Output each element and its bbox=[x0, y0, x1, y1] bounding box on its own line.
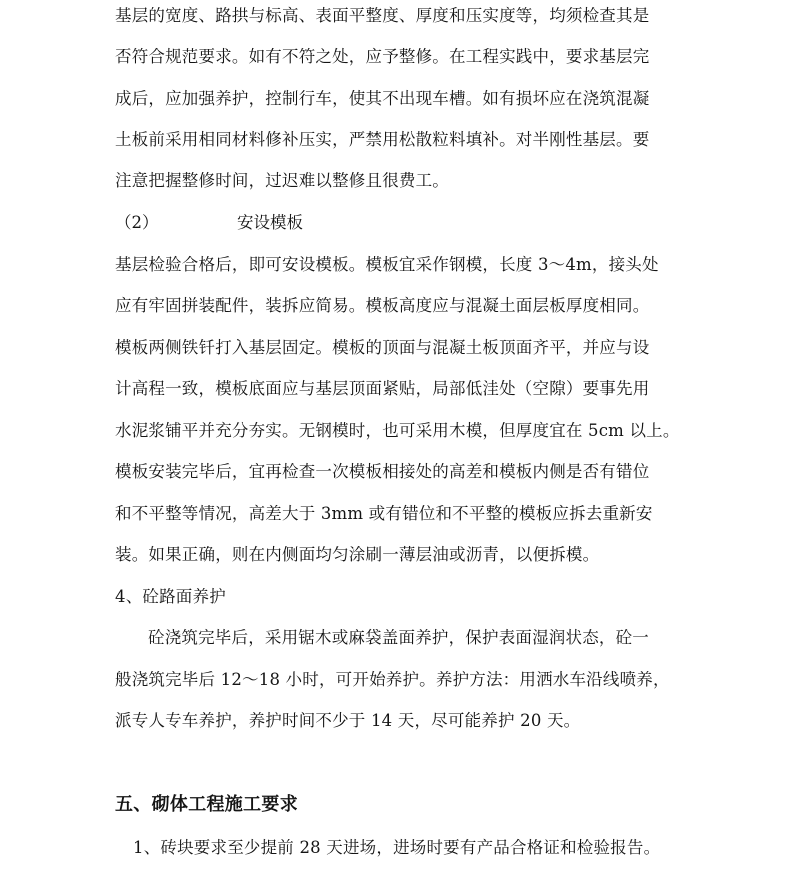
paragraph-line: 模板两侧铁钎打入基层固定。模板的顶面与混凝土板顶面齐平，并应与设 bbox=[115, 338, 650, 357]
paragraph-line: 基层检验合格后，即可安设模板。模板宜采作钢模，长度 3～4m，接头处 bbox=[115, 255, 659, 274]
paragraph-line: 计高程一致，模板底面应与基层顶面紧贴，局部低洼处（空隙）要事先用 bbox=[115, 379, 650, 398]
paragraph-line: 模板安装完毕后，宜再检查一次模板相接处的高差和模板内侧是否有错位 bbox=[115, 462, 650, 481]
paragraph-line: 应有牢固拼装配件，装拆应简易。模板高度应与混凝土面层板厚度相同。 bbox=[115, 296, 650, 315]
paragraph-line: 土板前采用相同材料修补压实，严禁用松散粒料填补。对半刚性基层。要 bbox=[115, 130, 650, 149]
paragraph-line: 装。如果正确，则在内侧面均匀涂刷一薄层油或沥青，以便拆模。 bbox=[115, 545, 600, 564]
paragraph-line: 和不平整等情况，高差大于 3mm 或有错位和不平整的模板应拆去重新安 bbox=[115, 504, 653, 523]
paragraph-line: 砼浇筑完毕后，采用锯木或麻袋盖面养护，保护表面湿润状态，砼一 bbox=[148, 628, 649, 647]
paragraph-line: 注意把握整修时间，过迟难以整修且很费工。 bbox=[115, 171, 449, 190]
subsection-number: （2） bbox=[115, 213, 159, 232]
list-item: 1、砖块要求至少提前 28 天进场，进场时要有产品合格证和检验报告。 bbox=[133, 838, 661, 857]
paragraph-line: 般浇筑完毕后 12～18 小时，可开始养护。养护方法：用洒水车沿线喷养， bbox=[115, 670, 670, 689]
paragraph-line: 水泥浆铺平并充分夯实。无钢模时，也可采用木模，但厚度宜在 5cm 以上。 bbox=[115, 421, 680, 440]
chapter-heading: 五、砌体工程施工要求 bbox=[115, 794, 298, 815]
paragraph-line: 成后，应加强养护，控制行车，使其不出现车槽。如有损坏应在浇筑混凝 bbox=[115, 89, 650, 108]
section-heading: 4、砼路面养护 bbox=[115, 587, 226, 606]
paragraph-line: 基层的宽度、路拱与标高、表面平整度、厚度和压实度等，均须检查其是 bbox=[115, 6, 650, 25]
paragraph-line: 派专人专车养护，养护时间不少于 14 天，尽可能养护 20 天。 bbox=[115, 711, 581, 730]
subsection-title: 安设模板 bbox=[237, 213, 303, 232]
paragraph-line: 否符合规范要求。如有不符之处，应予整修。在工程实践中，要求基层完 bbox=[115, 47, 650, 66]
